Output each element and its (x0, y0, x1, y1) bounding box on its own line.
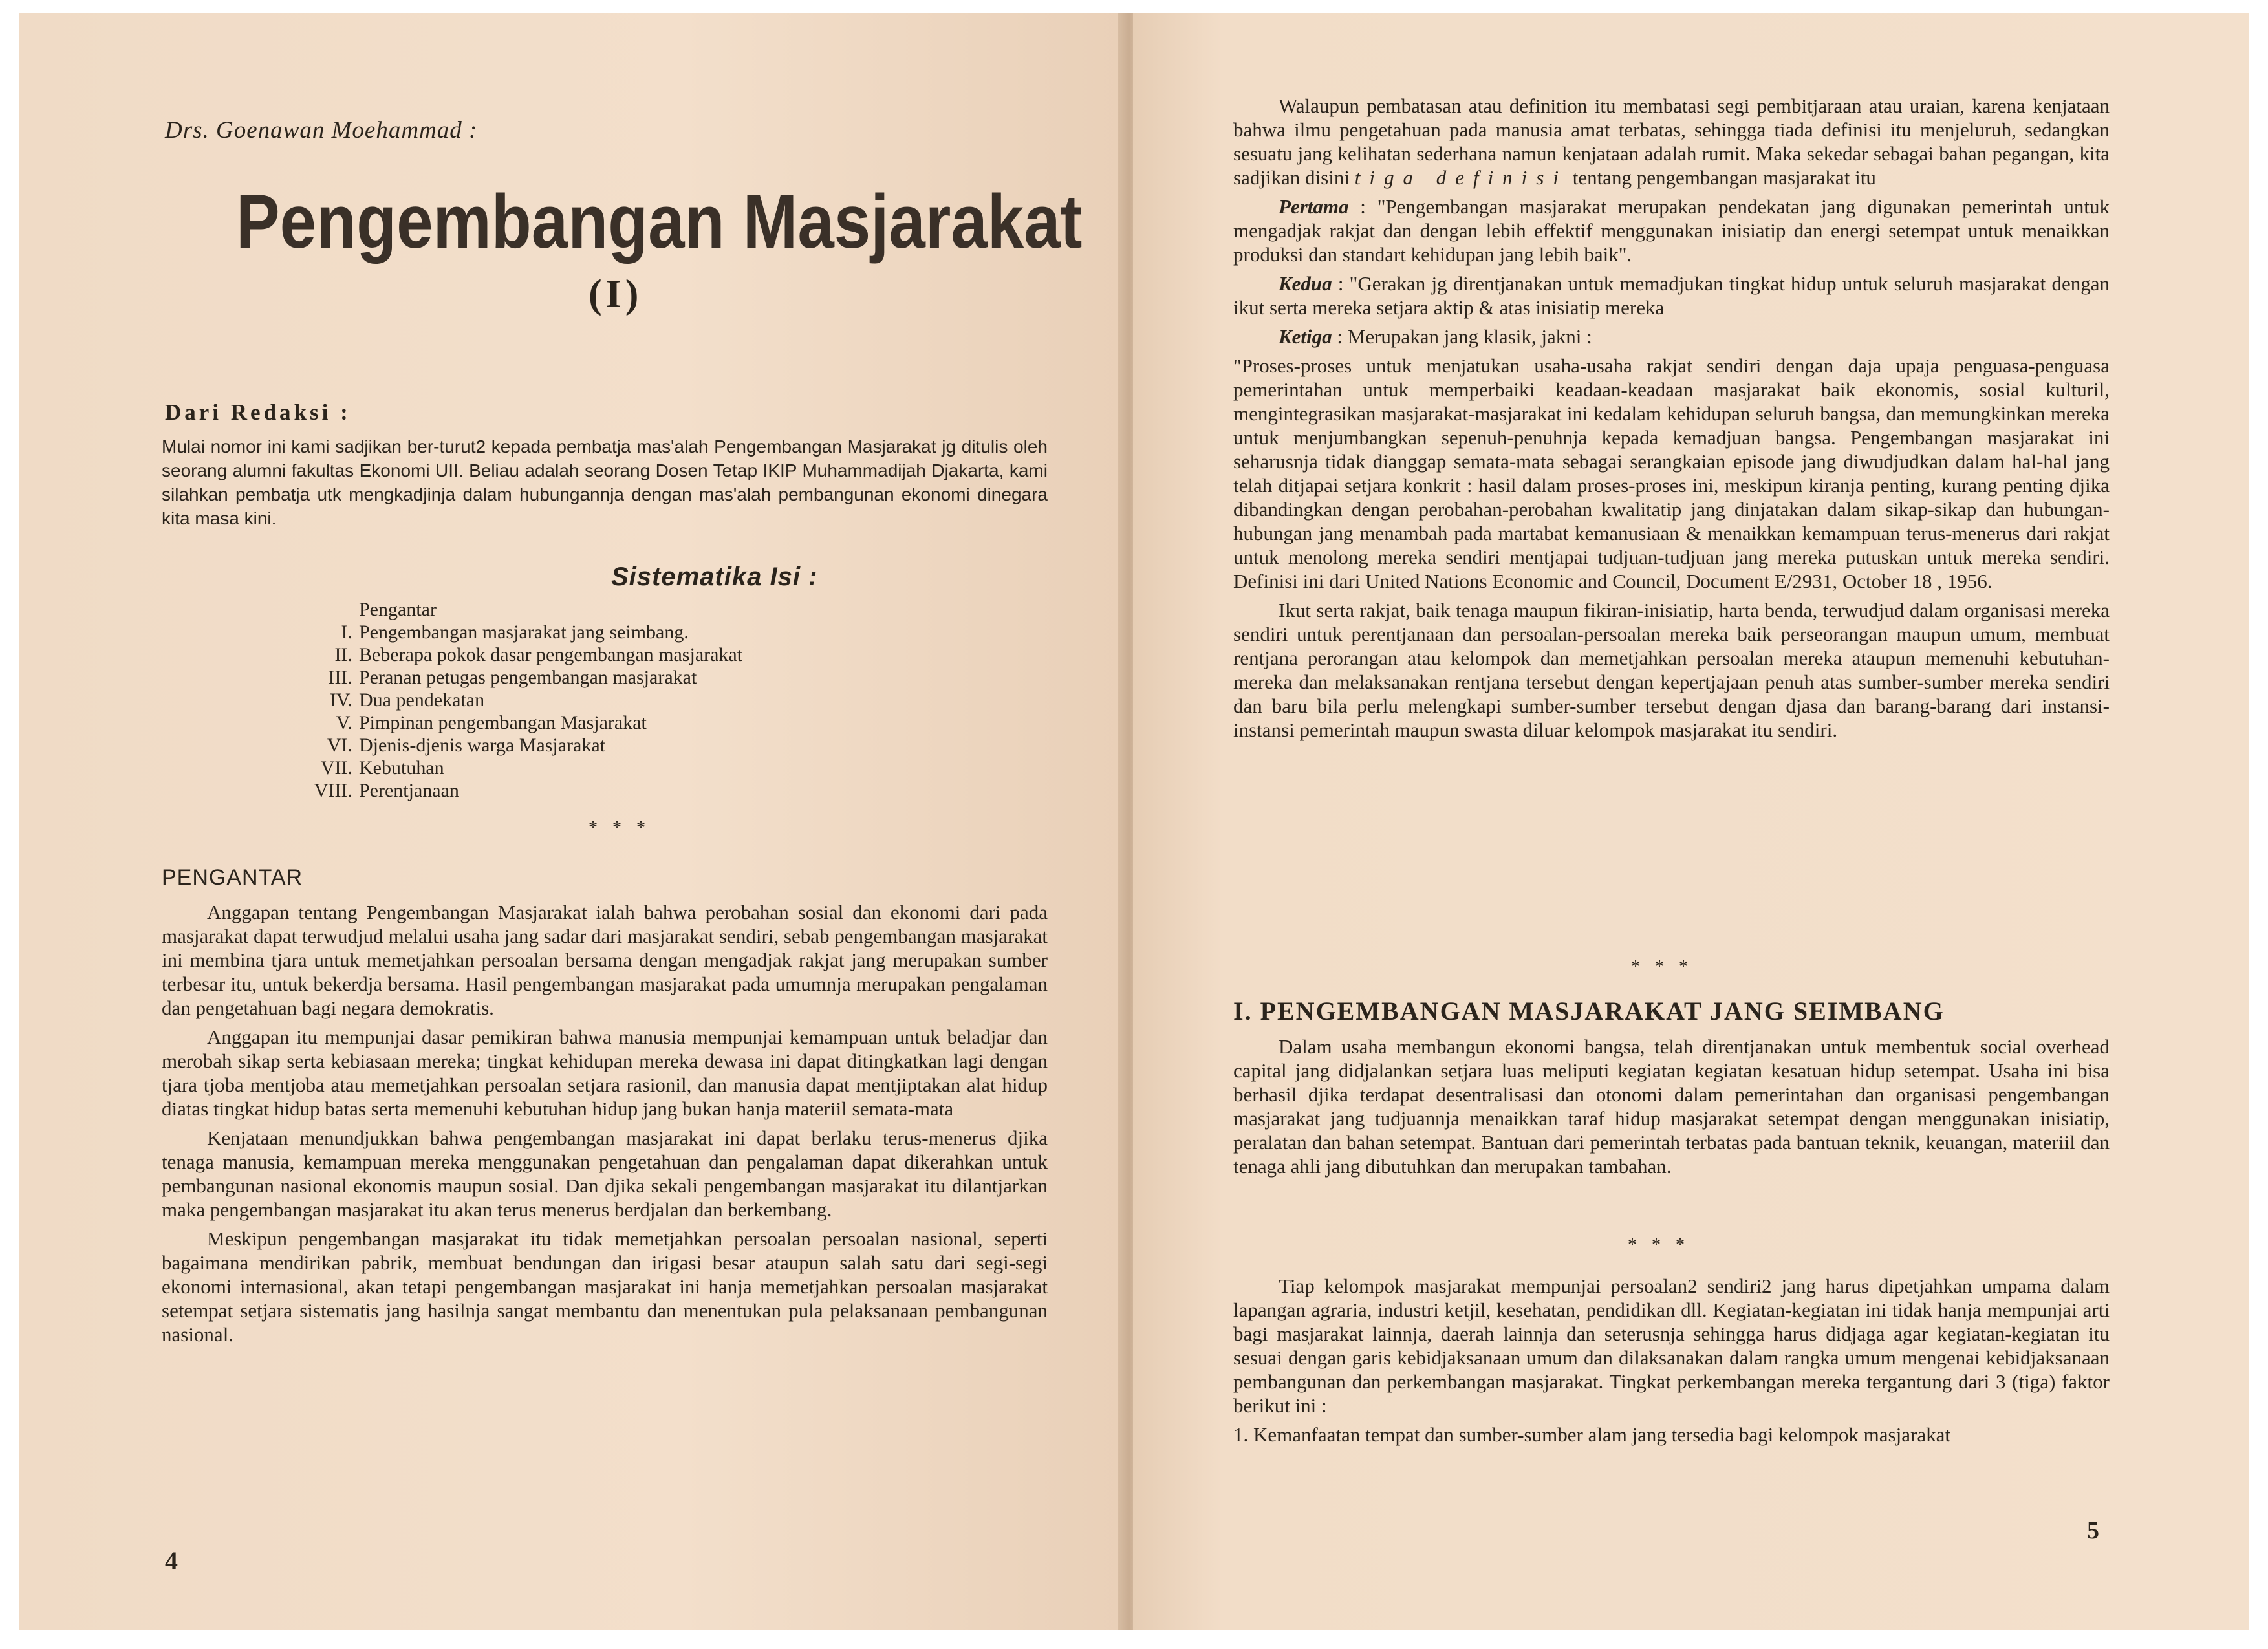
paragraph: Anggapan tentang Pengembangan Masjarakat ialah bahwa perobahan sosial dan ekonomi dari pada masjarakat dapat terwudjud melalui usaha jang sadar dari masjarakat sendiri, sebab pengembangan masjarakat ini membina tjara untuk memetjahkan persoalan bersama dengan mengadjak rakjat jang merupakan sumber terbesar itu, untuk bekerdja bersama. Hasil pengembangan masjarakat pada umumnja merupakan pengalaman dan pengetahuan bagi negara demokratis. (162, 901, 1048, 1019)
systematics-item (272, 757, 918, 779)
section-body-continued (1233, 1274, 2110, 1452)
systematics-item-text: Pimpinan pengembangan Masjarakat (359, 712, 647, 733)
editorial-note-heading: Dari Redaksi : (165, 400, 351, 425)
systematics-item (272, 643, 918, 666)
definition-text: : "Pengembangan masjarakat merupakan pendekatan jang digunakan pemerintah untuk mengadjak rakjat dan dengan lebih effektif menggunakan inisiatip dan energi setempat untuk menaikkan produksi dan standart kehidupan jang lebih baik". (1233, 195, 2110, 266)
editorial-note-text: Mulai nomor ini kami sadjikan ber-turut2 kepada pembatja mas'alah Pengembangan Masjarakat jg ditulis oleh seorang alumni fakultas Ekonomi UII. Beliau adalah seorang Dosen Tetap IKIP Muhammadijah Djakarta, kami silahkan pembatja utk mengkadjinja dalam hubungannja dengan mas'alah pembangunan ekonomi dinegara kita masa kini. (162, 436, 1048, 528)
list-item: 1. Kemanfaatan tempat dan sumber-sumber alam jang tersedia bagi kelompok masjarakat (1233, 1423, 1950, 1446)
section-divider-stars: * * * (1631, 957, 1693, 977)
definition-third (1233, 325, 2110, 349)
systematics-item (272, 689, 918, 711)
systematics-item (272, 734, 918, 757)
paragraph: Tiap kelompok masjarakat mempunjai persoalan2 sendiri2 jang harus dipetjahkan umpama dalam lapangan agraria, industri ketjil, kesehatan, pendidikan dll. Kegiatan-kegiatan ini tidak hanja mempunjai arti bagi masjarakat lainnja, daerah lainnja dan seterusnja sehingga harus didjaga agar kegiatan-kegiatan itu sesuai dengan garis kebidjaksanaan umum dan dilaksanakan dalam rangka umum mengenai kebidjaksanaan pembangunan dan perkembangan masjarakat. Tingkat perkembangan mereka tergantung dari 3 (tiga) faktor berikut ini : (1233, 1275, 2110, 1417)
systematics-item-text: Djenis-djenis warga Masjarakat (359, 735, 605, 756)
systematics-item-text: Beberapa pokok dasar pengembangan masjarakat (359, 644, 743, 665)
paragraph: Meskipun pengembangan masjarakat itu tidak memetjahkan persoalan persoalan nasional, seperti bagaimana mendirikan pabrik, membuat bendungan dan irigasi besar ataupun salah satu dari segi-segi ekonomi internasional, akan tetapi pengembangan masjarakat ini hanja memetjahkan persoalan masjarakat setempat setjara sistematis jang hasilnja sangat membantu dan menentukan pula pelaksanaan pembangunan nasional. (162, 1227, 1048, 1346)
definition-label: Ketiga (1279, 325, 1332, 348)
systematics-item-number: VII. (320, 757, 352, 779)
systematics-item (272, 711, 918, 734)
systematics-item-number: V. (336, 712, 352, 733)
systematics-item-text: Kebutuhan (359, 757, 444, 779)
article-title: Pengembangan Masjarakat (236, 179, 1083, 264)
systematics-item-number: I. (341, 621, 352, 643)
section-divider-stars: * * * (589, 818, 651, 838)
intro-text: tentang pengembangan masjarakat itu (1572, 166, 1876, 189)
systematics-item-text: Pengembangan masjarakat jang seimbang. (359, 621, 689, 643)
introduction-heading: PENGANTAR (162, 865, 303, 890)
intro-text: Walaupun pembatasan atau definition itu membatasi segi pembitjaraan atau uraian, karena kenjataan bahwa ilmu pengetahuan pada manusia amat terbatas, sehingga tiada definisi itu menjeluruh, sedangkan sesuatu jang kelihatan sederhana namun kenjataan adalah rumit. Maka sekedar sebagai bahan pegangan, kita sadjikan disini (1233, 94, 2110, 189)
page-number: 5 (2087, 1517, 2099, 1544)
paragraph: Ikut serta rakjat, baik tenaga maupun fikiran-inisiatip, harta benda, terwudjud dalam organisasi mereka sendiri untuk perentjanaan dan persoalan-persoalan mereka baik perseorangan maupun umum, membuat rentjana perorangan atau kelompok dan memetjahkan persoalan mereka ataupun memenuhi kebutuhan-mereka dan melaksanakan rentjana tersebut dengan kepertjajaan penuh atas sumber-sumber mereka sendiri dan baru bila perlu melengkapi sumber-sumber tersebut dengan djasa dan barang-barang dari instansi-instansi pemerintah maupun swasta diluar kelompok masjarakat itu sendiri. (1233, 599, 2110, 741)
section-divider-stars: * * * (1628, 1235, 1690, 1255)
page-number: 4 (165, 1546, 178, 1575)
systematics-item-number: II. (334, 644, 352, 665)
article-part-number: (I) (589, 272, 643, 316)
systematics-item-intro: Pengantar (359, 599, 437, 620)
systematics-item-number: VIII. (314, 780, 352, 801)
un-definition-quote: "Proses-proses untuk menjatukan usaha-usaha rakjat sendiri dengan daja upaja penguasa-penguasa pemerintahan untuk memperbaiki keadaan-keadaan masjarakat baik ekonomis, sosial kulturil, mengintegrasikan masjarakat-masjarakat ini kedalam kehidupan seluruh bangsa, dan memungkinkan mereka untuk menjumbangkan sepenuh-penuhnja kepada kemadjuan bangsa. Pengembangan masjarakat ini seharusnja tidak dianggap semata-mata sebagai serangkaian episode jang diwudjudkan dalam hal-hal jang telah ditjapai setjara konkrit : hasil dalam proses-proses ini, meskipun kiranja penting, kurang penting djika dibandingkan dengan perobahan-perobahan kwalitatip jang dinjatakan dalam sikap-sikap dan hubungan-hubungan jang menambah pada martabat kemanusiaan & menaikkan kemampuan terus-menerus dari rakjat untuk menolong mereka sendiri mentjapai tudjuan-tudjuan jang mereka putuskan untuk mereka sendiri. Definisi ini dari United Nations Economic and Council, Document E/2931, October 18 , 1956. (1233, 354, 2110, 592)
author-name: Drs. Goenawan Moehammad : (165, 117, 478, 144)
paragraph: Kenjataan menundjukkan bahwa pengembangan masjarakat ini dapat berlaku terus-menerus djika tenaga manusia, kemampuan mereka menggunakan pengetahuan dan pengalaman dapat dikerahkan untuk pembangunan nasional ekonomis maupun sosial. Dan djika sekali pengembangan masjarakat itu dilantjarkan maka pengembangan masjarakat itu akan terus menerus berdjalan dan berkembang. (162, 1126, 1048, 1221)
right-page (1133, 13, 2249, 1630)
systematics-item-text: Perentjanaan (359, 780, 459, 801)
definitions-section (1233, 94, 2110, 747)
left-page (19, 13, 1125, 1630)
systematics-item-text: Peranan petugas pengembangan masjarakat (359, 667, 697, 688)
systematics-item (272, 779, 918, 802)
paragraph: Anggapan itu mempunjai dasar pemikiran bahwa manusia mempunjai kemampuan untuk beladjar dan merobah sikap serta kebiasaan mereka; tingkat kehidupan mereka dewasa ini dapat ditingkatkan lagi dengan tjara tjoba mentjoba atau memetjahkan persoalan setjara rasionil, dan manusia dapat mentjiptakan alat hidup diatas tingkat hidup batas serta memenuhi kebutuhan hidup jang bukan hanja materiil semata-mata (162, 1026, 1048, 1120)
definition-label: Pertama (1279, 195, 1349, 218)
systematics-item (272, 666, 918, 689)
section-heading: I. PENGEMBANGAN MASJARAKAT JANG SEIMBANG (1233, 997, 1945, 1026)
systematics-heading: Sistematika Isi : (611, 563, 818, 591)
paragraph: Dalam usaha membangun ekonomi bangsa, telah direntjanakan untuk membentuk social overhead capital jang didjalankan setjara luas meliputi kegiatan kegiatan kesatuan hidup setempat. Usaha ini bisa berhasil djika terdapat desentralisasi dan otonomi dalam pemerintahan dan organisasi pengembangan masjarakat jang tudjuannja menaikkan taraf hidup masjarakat setempat dengan menggunakan inisiatip, peralatan dan bahan setempat. Bantuan dari pemerintah terbatas pada bantuan teknik, keuangan, materiil dan tenaga ahli jang dibutuhkan dan merupakan tambahan. (1233, 1035, 2110, 1178)
systematics-item-number: VI. (327, 735, 352, 756)
section-body (1233, 1035, 2110, 1183)
definition-text: : Merupakan jang klasik, jakni : (1337, 325, 1592, 348)
systematics-item-text: Dua pendekatan (359, 689, 485, 711)
introduction-body (162, 900, 1048, 1352)
systematics-list (272, 598, 918, 802)
definition-label: Kedua (1279, 272, 1332, 295)
definition-text: : "Gerakan jg direntjanakan untuk memadjukan tingkat hidup untuk seluruh masjarakat dengan ikut serta mereka setjara aktip & atas inisiatip mereka (1233, 272, 2110, 319)
systematics-item (272, 621, 918, 643)
definition-first (1233, 195, 2110, 266)
definitions-intro (1233, 94, 2110, 189)
definition-second (1233, 272, 2110, 319)
systematics-item-number: IV. (329, 689, 352, 711)
systematics-item-number: III. (328, 667, 352, 688)
intro-emphasis: tiga definisi (1354, 166, 1568, 189)
